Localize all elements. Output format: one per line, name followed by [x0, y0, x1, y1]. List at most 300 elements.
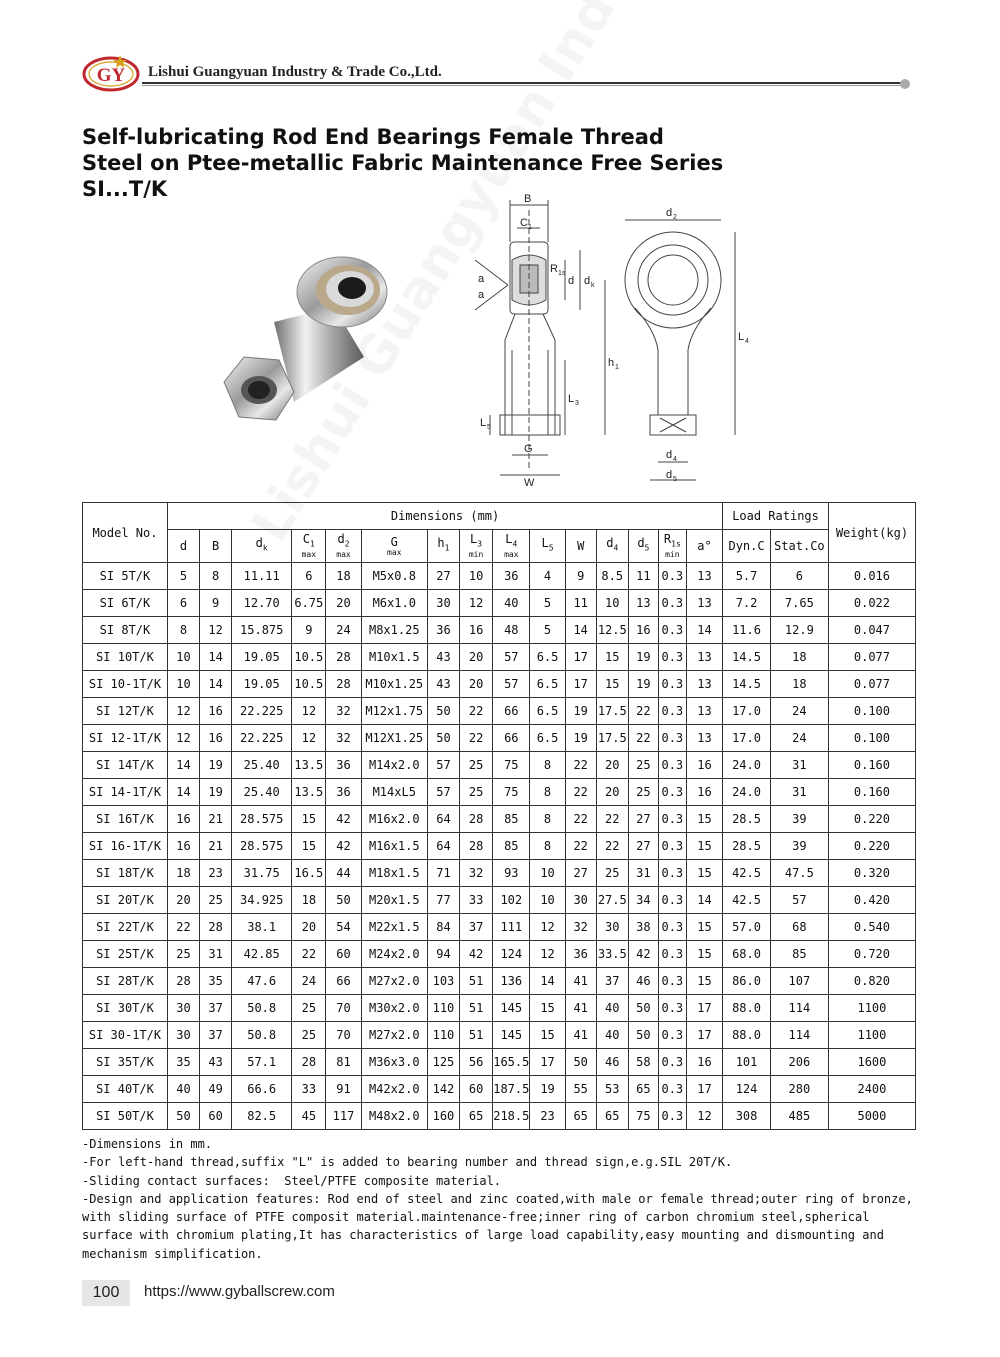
value-cell: 24.0	[723, 779, 771, 806]
value-cell: 37	[596, 968, 628, 995]
value-cell: 28	[326, 644, 361, 671]
value-cell: 60	[460, 1076, 493, 1103]
value-cell: M14xL5	[361, 779, 427, 806]
value-cell: 18	[770, 671, 828, 698]
value-cell: M6x1.0	[361, 590, 427, 617]
model-cell: SI 25T/K	[83, 941, 168, 968]
value-cell: 56	[460, 1049, 493, 1076]
column-header: $d_2$ max	[326, 530, 361, 563]
value-cell: 57	[427, 779, 459, 806]
value-cell: 12	[200, 617, 232, 644]
title-line-1: Self-lubricating Rod End Bearings Female Thread	[82, 125, 664, 149]
value-cell: 1600	[828, 1049, 915, 1076]
table-row	[83, 995, 916, 1022]
value-cell: 15	[530, 1022, 565, 1049]
table-row	[83, 968, 916, 995]
value-cell: 11.11	[232, 563, 292, 590]
svg-text:L: L	[568, 393, 575, 405]
value-cell: M24x2.0	[361, 941, 427, 968]
value-cell: 0.022	[828, 590, 915, 617]
table-row	[83, 887, 916, 914]
model-cell: SI 18T/K	[83, 860, 168, 887]
svg-text:d: d	[666, 207, 673, 219]
value-cell: 45	[292, 1103, 326, 1130]
value-cell: 32	[460, 860, 493, 887]
value-cell: 55	[565, 1076, 596, 1103]
value-cell: 145	[493, 1022, 530, 1049]
value-cell: 66.6	[232, 1076, 292, 1103]
value-cell: 60	[326, 941, 361, 968]
value-cell: 18	[167, 860, 199, 887]
value-cell: 39	[770, 833, 828, 860]
value-cell: 19	[530, 1076, 565, 1103]
value-cell: 0.720	[828, 941, 915, 968]
value-cell: 50	[628, 1022, 658, 1049]
value-cell: 35	[200, 968, 232, 995]
value-cell: 75	[628, 1103, 658, 1130]
value-cell: 19	[628, 671, 658, 698]
value-cell: 17.5	[596, 725, 628, 752]
svg-text:B: B	[524, 193, 532, 205]
table-row	[83, 1049, 916, 1076]
value-cell: 31	[628, 860, 658, 887]
table-body	[83, 563, 916, 1130]
value-cell: 28.5	[723, 833, 771, 860]
value-cell: 41	[565, 1022, 596, 1049]
value-cell: 13.5	[292, 752, 326, 779]
value-cell: M12X1.25	[361, 725, 427, 752]
column-header: a°	[686, 530, 722, 563]
value-cell: 0.3	[658, 860, 686, 887]
value-cell: 0.3	[658, 1103, 686, 1130]
value-cell: 40	[493, 590, 530, 617]
value-cell: 0.3	[658, 644, 686, 671]
value-cell: 53	[596, 1076, 628, 1103]
value-cell: 28	[292, 1049, 326, 1076]
value-cell: 19.05	[232, 671, 292, 698]
spec-table	[82, 502, 916, 1130]
value-cell: 42	[326, 806, 361, 833]
value-cell: 2400	[828, 1076, 915, 1103]
value-cell: 88.0	[723, 1022, 771, 1049]
value-cell: 5	[167, 563, 199, 590]
value-cell: 6	[770, 563, 828, 590]
value-cell: 22	[167, 914, 199, 941]
value-cell: 0.047	[828, 617, 915, 644]
value-cell: M8x1.25	[361, 617, 427, 644]
value-cell: 41	[565, 968, 596, 995]
model-cell: SI 8T/K	[83, 617, 168, 644]
value-cell: 66	[326, 968, 361, 995]
value-cell: 28	[460, 806, 493, 833]
value-cell: 0.077	[828, 671, 915, 698]
company-logo	[82, 54, 140, 92]
value-cell: 77	[427, 887, 459, 914]
value-cell: 91	[326, 1076, 361, 1103]
value-cell: 16	[167, 833, 199, 860]
value-cell: 32	[326, 698, 361, 725]
value-cell: 136	[493, 968, 530, 995]
column-header: $d_5$	[628, 530, 658, 563]
value-cell: 0.3	[658, 1049, 686, 1076]
value-cell: 0.3	[658, 698, 686, 725]
value-cell: 22	[596, 806, 628, 833]
value-cell: 16	[686, 779, 722, 806]
value-cell: 68	[770, 914, 828, 941]
value-cell: 27	[427, 563, 459, 590]
value-cell: 13	[686, 725, 722, 752]
model-cell: SI 30-1T/K	[83, 1022, 168, 1049]
value-cell: M48x2.0	[361, 1103, 427, 1130]
value-cell: M27x2.0	[361, 1022, 427, 1049]
value-cell: 19	[200, 779, 232, 806]
svg-text:R: R	[550, 263, 558, 275]
value-cell: 125	[427, 1049, 459, 1076]
value-cell: 16	[686, 752, 722, 779]
value-cell: 15.875	[232, 617, 292, 644]
value-cell: 25.40	[232, 752, 292, 779]
value-cell: 13	[686, 590, 722, 617]
table-row	[83, 698, 916, 725]
value-cell: M16x1.5	[361, 833, 427, 860]
product-photo	[214, 252, 414, 452]
value-cell: 0.3	[658, 1076, 686, 1103]
value-cell: 0.3	[658, 806, 686, 833]
value-cell: 14	[686, 617, 722, 644]
value-cell: 28.5	[723, 806, 771, 833]
value-cell: 33	[292, 1076, 326, 1103]
note-4: -Design and application features: Rod end of steel and zinc coated,with male or female thread;outer ring of bronze, with sliding surface of PTFE composit material.maintenance-free;inner ring of carbon chromium steel,spherical surface with chromium plating,It has characteristics of large load capability,easy mounting and dismounting and mechanism simplification.	[82, 1191, 921, 1261]
value-cell: 22	[292, 941, 326, 968]
value-cell: 24.0	[723, 752, 771, 779]
value-cell: 18	[770, 644, 828, 671]
svg-text:4: 4	[673, 456, 677, 463]
value-cell: 10	[530, 887, 565, 914]
value-cell: 107	[770, 968, 828, 995]
value-cell: 22	[628, 698, 658, 725]
value-cell: 57	[493, 644, 530, 671]
value-cell: 44	[326, 860, 361, 887]
value-cell: 15	[686, 806, 722, 833]
value-cell: 160	[427, 1103, 459, 1130]
value-cell: 75	[493, 752, 530, 779]
value-cell: 19	[200, 752, 232, 779]
value-cell: 30	[167, 1022, 199, 1049]
table-row	[83, 860, 916, 887]
value-cell: 13	[686, 698, 722, 725]
value-cell: 71	[427, 860, 459, 887]
model-cell: SI 22T/K	[83, 914, 168, 941]
table-row	[83, 590, 916, 617]
value-cell: 12	[292, 725, 326, 752]
model-cell: SI 14-1T/K	[83, 779, 168, 806]
value-cell: 19.05	[232, 644, 292, 671]
value-cell: 206	[770, 1049, 828, 1076]
svg-text:a: a	[478, 273, 485, 285]
model-cell: SI 28T/K	[83, 968, 168, 995]
value-cell: 51	[460, 1022, 493, 1049]
value-cell: 0.3	[658, 914, 686, 941]
value-cell: 18	[326, 563, 361, 590]
company-name: Lishui Guangyuan Industry & Trade Co.,Ltd.	[148, 64, 442, 80]
value-cell: 39	[770, 806, 828, 833]
value-cell: 0.3	[658, 941, 686, 968]
table-row	[83, 914, 916, 941]
value-cell: M20x1.5	[361, 887, 427, 914]
svg-text:d: d	[666, 449, 673, 461]
header-dot	[900, 79, 910, 89]
value-cell: 50	[326, 887, 361, 914]
value-cell: 27	[628, 806, 658, 833]
load-ratings-header: Load Ratings	[723, 503, 829, 530]
value-cell: 15	[292, 833, 326, 860]
value-cell: 66	[493, 725, 530, 752]
value-cell: 40	[596, 1022, 628, 1049]
value-cell: 187.5	[493, 1076, 530, 1103]
value-cell: 68.0	[723, 941, 771, 968]
value-cell: 14	[167, 779, 199, 806]
svg-text:1: 1	[528, 224, 532, 231]
value-cell: 25	[200, 887, 232, 914]
svg-text:5: 5	[673, 476, 677, 483]
value-cell: 50	[167, 1103, 199, 1130]
value-cell: 57.0	[723, 914, 771, 941]
value-cell: 28.575	[232, 833, 292, 860]
value-cell: 43	[427, 644, 459, 671]
value-cell: 30	[596, 914, 628, 941]
value-cell: 103	[427, 968, 459, 995]
table-row	[83, 1103, 916, 1130]
value-cell: 22	[565, 752, 596, 779]
note-1: -Dimensions in mm.	[82, 1137, 213, 1151]
svg-text:1s: 1s	[558, 270, 566, 277]
model-cell: SI 30T/K	[83, 995, 168, 1022]
value-cell: 16	[686, 1049, 722, 1076]
value-cell: 25	[596, 860, 628, 887]
value-cell: 16	[628, 617, 658, 644]
value-cell: 16	[200, 725, 232, 752]
value-cell: 28	[326, 671, 361, 698]
value-cell: M10x1.25	[361, 671, 427, 698]
value-cell: 23	[530, 1103, 565, 1130]
value-cell: 42.5	[723, 860, 771, 887]
value-cell: 0.160	[828, 779, 915, 806]
value-cell: 15	[686, 941, 722, 968]
value-cell: 57	[770, 887, 828, 914]
value-cell: 6	[167, 590, 199, 617]
value-cell: 14	[167, 752, 199, 779]
value-cell: 280	[770, 1076, 828, 1103]
value-cell: 64	[427, 806, 459, 833]
value-cell: 5	[530, 617, 565, 644]
value-cell: 16	[167, 806, 199, 833]
value-cell: 66	[493, 698, 530, 725]
value-cell: 0.100	[828, 698, 915, 725]
column-header: d	[167, 530, 199, 563]
value-cell: 0.3	[658, 833, 686, 860]
weight-header: Weight(kg)	[828, 503, 915, 563]
value-cell: 10	[167, 644, 199, 671]
model-cell: SI 10-1T/K	[83, 671, 168, 698]
value-cell: 0.320	[828, 860, 915, 887]
value-cell: 17	[686, 1022, 722, 1049]
value-cell: 12	[530, 914, 565, 941]
value-cell: 0.3	[658, 725, 686, 752]
value-cell: 12	[460, 590, 493, 617]
value-cell: 0.3	[658, 1022, 686, 1049]
svg-text:2: 2	[673, 214, 677, 221]
svg-text:1: 1	[615, 364, 619, 371]
value-cell: 1100	[828, 995, 915, 1022]
value-cell: 17.0	[723, 698, 771, 725]
value-cell: 37	[200, 995, 232, 1022]
value-cell: 46	[596, 1049, 628, 1076]
value-cell: 12.9	[770, 617, 828, 644]
value-cell: 14.5	[723, 644, 771, 671]
value-cell: 21	[200, 833, 232, 860]
value-cell: 15	[686, 968, 722, 995]
value-cell: 20	[167, 887, 199, 914]
value-cell: 10	[596, 590, 628, 617]
load-column-header: Stat.Co	[770, 530, 828, 563]
value-cell: 65	[565, 1103, 596, 1130]
value-cell: 0.3	[658, 671, 686, 698]
value-cell: 60	[200, 1103, 232, 1130]
value-cell: 43	[200, 1049, 232, 1076]
website-link[interactable]: https://www.gyballscrew.com	[144, 1283, 335, 1300]
value-cell: 21	[200, 806, 232, 833]
value-cell: 25	[167, 941, 199, 968]
value-cell: 36	[493, 563, 530, 590]
value-cell: 0.3	[658, 617, 686, 644]
value-cell: 24	[292, 968, 326, 995]
value-cell: 20	[460, 671, 493, 698]
value-cell: 19	[628, 644, 658, 671]
value-cell: 57	[427, 752, 459, 779]
table-row	[83, 941, 916, 968]
value-cell: 6.5	[530, 671, 565, 698]
value-cell: 33	[460, 887, 493, 914]
value-cell: 34.925	[232, 887, 292, 914]
column-header: $h_1$	[427, 530, 459, 563]
value-cell: 22	[565, 806, 596, 833]
value-cell: 11	[565, 590, 596, 617]
value-cell: 24	[770, 698, 828, 725]
value-cell: 42	[628, 941, 658, 968]
value-cell: M18x1.5	[361, 860, 427, 887]
value-cell: 145	[493, 995, 530, 1022]
title-line-3: SI...T/K	[82, 177, 168, 201]
value-cell: 50.8	[232, 995, 292, 1022]
value-cell: M10x1.5	[361, 644, 427, 671]
value-cell: M36x3.0	[361, 1049, 427, 1076]
table-row	[83, 833, 916, 860]
value-cell: 32	[565, 914, 596, 941]
svg-text:k: k	[591, 282, 595, 289]
value-cell: 42.5	[723, 887, 771, 914]
value-cell: 110	[427, 1022, 459, 1049]
column-header: $d_k$	[232, 530, 292, 563]
value-cell: 36	[326, 779, 361, 806]
value-cell: 85	[493, 806, 530, 833]
value-cell: 41	[565, 995, 596, 1022]
value-cell: 42.85	[232, 941, 292, 968]
technical-drawing	[460, 190, 760, 490]
value-cell: 14.5	[723, 671, 771, 698]
value-cell: 8	[530, 806, 565, 833]
value-cell: 46	[628, 968, 658, 995]
value-cell: 19	[565, 698, 596, 725]
value-cell: 308	[723, 1103, 771, 1130]
value-cell: 5.7	[723, 563, 771, 590]
value-cell: 14	[200, 644, 232, 671]
value-cell: 36	[326, 752, 361, 779]
svg-text:L: L	[738, 331, 745, 343]
table-row	[83, 752, 916, 779]
value-cell: 12.70	[232, 590, 292, 617]
value-cell: 16	[460, 617, 493, 644]
value-cell: 25	[292, 1022, 326, 1049]
value-cell: 25.40	[232, 779, 292, 806]
value-cell: 27	[628, 833, 658, 860]
model-cell: SI 50T/K	[83, 1103, 168, 1130]
model-cell: SI 35T/K	[83, 1049, 168, 1076]
value-cell: 35	[167, 1049, 199, 1076]
table-row	[83, 725, 916, 752]
value-cell: 47.6	[232, 968, 292, 995]
value-cell: 20	[596, 752, 628, 779]
value-cell: 124	[493, 941, 530, 968]
value-cell: 18	[292, 887, 326, 914]
value-cell: M27x2.0	[361, 968, 427, 995]
value-cell: 30	[427, 590, 459, 617]
value-cell: 111	[493, 914, 530, 941]
value-cell: 16	[200, 698, 232, 725]
value-cell: 6	[292, 563, 326, 590]
value-cell: 9	[200, 590, 232, 617]
model-cell: SI 10T/K	[83, 644, 168, 671]
value-cell: 485	[770, 1103, 828, 1130]
value-cell: 0.3	[658, 590, 686, 617]
value-cell: 14	[530, 968, 565, 995]
value-cell: 47.5	[770, 860, 828, 887]
model-cell: SI 5T/K	[83, 563, 168, 590]
column-header: $C_1$ max	[292, 530, 326, 563]
value-cell: 36	[565, 941, 596, 968]
svg-text:a: a	[478, 289, 485, 301]
value-cell: 14	[565, 617, 596, 644]
value-cell: 94	[427, 941, 459, 968]
dimensions-header: Dimensions (mm)	[167, 503, 722, 530]
value-cell: 165.5	[493, 1049, 530, 1076]
value-cell: 20	[292, 914, 326, 941]
column-header: $R_{1s}$ min	[658, 530, 686, 563]
value-cell: 43	[427, 671, 459, 698]
value-cell: 48	[493, 617, 530, 644]
value-cell: 20	[460, 644, 493, 671]
page-number: 100	[82, 1280, 130, 1306]
value-cell: 22	[460, 725, 493, 752]
page-header	[82, 48, 912, 98]
notes	[82, 1135, 922, 1263]
svg-text:C: C	[520, 217, 528, 229]
value-cell: 12	[167, 725, 199, 752]
value-cell: 13	[686, 671, 722, 698]
value-cell: 32	[326, 725, 361, 752]
value-cell: 28	[167, 968, 199, 995]
table-header-row-2	[83, 530, 916, 563]
value-cell: 17.0	[723, 725, 771, 752]
